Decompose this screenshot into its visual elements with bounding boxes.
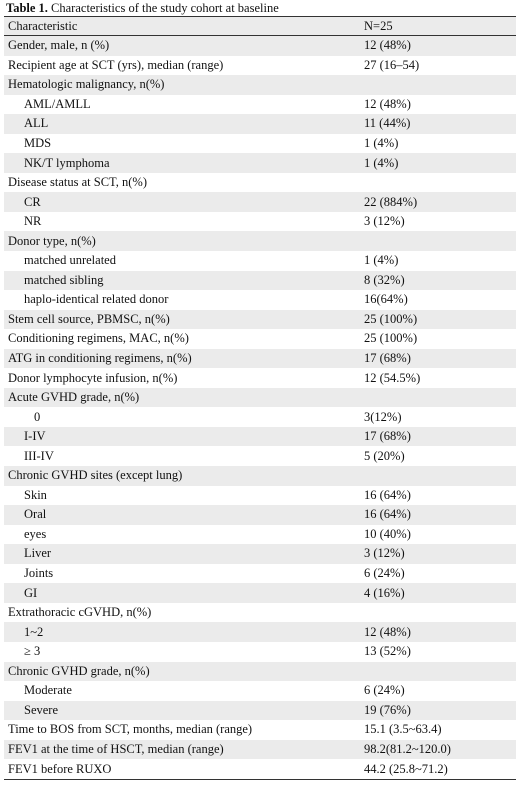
row-value: 11 (44%) [364,116,411,131]
row-value: 12 (54.5%) [364,370,421,385]
table-row [4,486,516,506]
row-label: Gender, male, n (%) [8,38,110,53]
row-value: 1 (4%) [364,136,399,150]
table-row [4,75,516,95]
table-row [4,427,516,447]
row-value: 6 (24%) [364,566,405,581]
table-row [4,251,516,271]
row-label: Conditioning regimens, MAC, n(%) [8,331,189,346]
table-row [4,56,516,76]
row-label: 1~2 [24,624,44,639]
row-value: 16(64%) [364,292,408,307]
row-label: Skin [24,487,47,502]
row-value: 12 (48%) [364,96,411,111]
table-row [4,622,516,642]
row-label: Time to BOS from SCT, months, median (range) [8,722,253,737]
row-value [360,388,516,408]
row-value: 15.1 (3.5~63.4) [364,722,442,737]
row-value: 3 (12%) [364,546,405,561]
row-value: 1 (4%) [364,253,399,268]
row-label: FEV1 at the time of HSCT, median (range) [8,741,224,756]
row-label: Donor type, n(%) [8,233,96,248]
row-value: 6 (24%) [364,683,405,698]
row-value: 44.2 (25.8~71.2) [360,759,516,779]
table-row [4,368,516,388]
row-label: Disease status at SCT, n(%) [8,175,147,190]
row-label: Moderate [24,683,72,698]
table-row [4,642,516,662]
table-row [4,759,516,779]
row-label: eyes [24,526,47,541]
row-label: matched unrelated [24,253,116,268]
row-label: matched sibling [24,272,104,287]
row-value: 4 (16%) [364,585,405,600]
row-value: 27 (16–54) [364,57,420,72]
table-row [4,720,516,740]
row-label: NR [24,214,42,229]
table-row [4,231,516,251]
row-value [360,231,516,251]
table-row [4,505,516,525]
table-row [4,681,516,701]
row-label: ATG in conditioning regimens, n(%) [8,351,192,366]
header-characteristic: Characteristic [4,17,360,36]
row-label: Severe [24,702,59,717]
row-value: 22 (884%) [364,194,418,209]
table-row [4,544,516,564]
header-n: N=25 [360,17,516,36]
row-label: ≥ 3 [24,644,41,659]
row-value: 8 (32%) [364,272,405,287]
row-value: 19 (76%) [364,702,411,717]
table-row [4,701,516,721]
row-value: 12 (48%) [364,624,411,639]
table-row [4,290,516,310]
row-value: 1 (4%) [364,155,399,170]
table-row [4,212,516,232]
row-label: Acute GVHD grade, n(%) [8,390,140,405]
row-label: Chronic GVHD grade, n(%) [8,663,150,678]
row-label: NK/T lymphoma [24,155,110,170]
row-label: GI [24,585,38,600]
row-label: Hematologic malignancy, n(%) [8,77,165,92]
table-row [4,583,516,603]
table-row [4,525,516,545]
row-value: 13 (52%) [364,644,411,659]
table-row [4,466,516,486]
row-value: 25 (100%) [364,331,418,346]
row-label: 0 [34,409,41,424]
row-value: 16 (64%) [364,487,411,502]
table-row [4,446,516,466]
table-row [4,36,516,56]
row-value [360,75,516,95]
table-row [4,407,516,427]
table-row [4,173,516,193]
row-value [360,603,516,623]
row-label: Oral [24,507,47,522]
table-row [4,740,516,760]
table-row [4,603,516,623]
table-row [4,564,516,584]
row-label: AML/AMLL [24,96,91,111]
row-label: FEV1 before RUXO [4,759,360,779]
row-value: 25 (100%) [364,311,418,326]
row-value: 17 (68%) [364,351,411,366]
row-label: CR [24,194,41,209]
table-caption-text: Characteristics of the study cohort at baseline [47,1,279,15]
row-label: ALL [24,116,49,131]
row-value [360,173,516,193]
row-label: Liver [24,546,52,561]
characteristics-table [4,16,516,780]
table-row [4,134,516,154]
row-label: Extrathoracic cGVHD, n(%) [8,605,152,620]
table-row [4,192,516,212]
row-value [360,466,516,486]
table-row [4,114,516,134]
row-label: Donor lymphocyte infusion, n(%) [8,370,178,385]
table-caption-label: Table 1. [6,1,48,15]
table-row [4,310,516,330]
row-value: 12 (48%) [364,38,411,53]
table-row [4,662,516,682]
row-value [360,662,516,682]
row-value: 5 (20%) [364,448,405,463]
table-caption [4,0,516,16]
table-row [4,388,516,408]
row-label: III-IV [24,448,54,463]
table-row [4,349,516,369]
table-header-row [4,17,516,36]
row-value: 17 (68%) [364,429,411,444]
row-label: Joints [24,566,54,581]
row-label: Stem cell source, PBMSC, n(%) [8,311,170,326]
row-label: MDS [24,136,52,150]
row-label: Recipient age at SCT (yrs), median (range) [8,57,224,72]
table-row [4,153,516,173]
table-body [4,36,516,780]
row-value: 10 (40%) [364,526,411,541]
row-value: 3 (12%) [364,214,405,229]
table-row [4,329,516,349]
table-row [4,271,516,291]
row-label: Chronic GVHD sites (except lung) [8,468,183,483]
row-label: haplo-identical related donor [24,292,169,307]
row-value: 3(12%) [364,409,402,424]
row-value: 98.2(81.2~120.0) [364,741,451,756]
row-label: I-IV [24,429,46,444]
row-value: 16 (64%) [364,507,411,522]
table-row [4,95,516,115]
